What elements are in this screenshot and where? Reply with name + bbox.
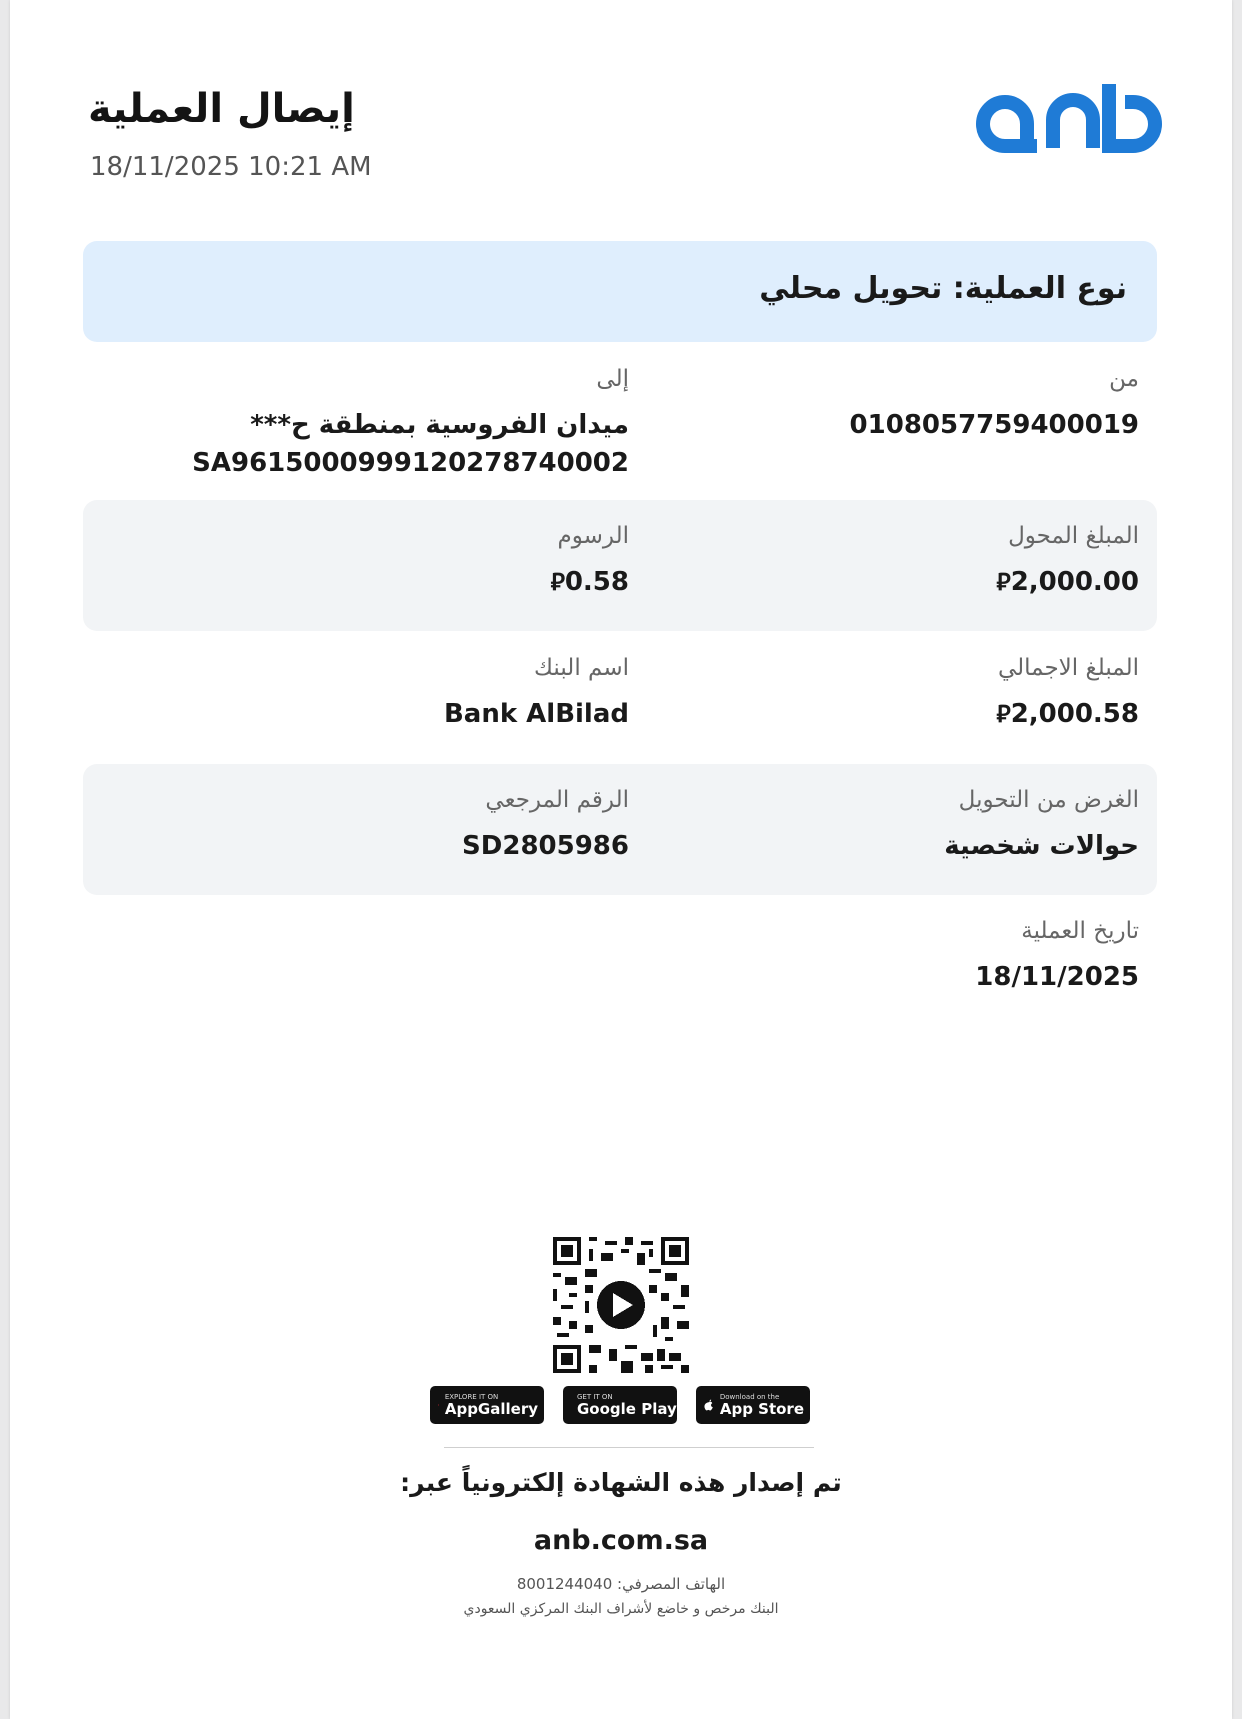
bank-value: Bank AlBilad — [443, 699, 629, 729]
anb-logo — [965, 70, 1165, 170]
purpose-value: حوالات شخصية — [944, 831, 1139, 861]
reference-label: الرقم المرجعي — [485, 787, 629, 813]
purpose-label: الغرض من التحويل — [958, 787, 1139, 813]
receipt-datetime: 18/11/2025 10:21 AM — [90, 152, 372, 182]
reference-field — [462, 787, 629, 865]
qr-code — [553, 1237, 689, 1373]
total-field — [988, 655, 1139, 733]
saudi-riyal-symbol-icon: ⃁ — [996, 568, 1011, 596]
fees-value: 0.58 — [564, 567, 629, 597]
to-name: ميدان الفروسية بمنطقة ح*** — [250, 410, 629, 440]
app-store-badge[interactable]: Download on the App Store — [696, 1386, 810, 1424]
total-label: المبلغ الاجمالي — [997, 655, 1139, 681]
google-play-badge[interactable]: GET IT ON Google Play — [563, 1386, 677, 1424]
apple-icon — [704, 1394, 714, 1416]
issued-electronically-text: تم إصدار هذه الشهادة إلكترونياً عبر: — [400, 1468, 842, 1497]
date-field — [975, 918, 1139, 996]
appgallery-badge[interactable]: EXPLORE IT ON AppGallery — [430, 1386, 544, 1424]
to-iban: SA9615000999120278740002 — [192, 448, 629, 478]
page-title: إيصال العملية — [88, 86, 355, 132]
fees-label: الرسوم — [557, 523, 629, 549]
license-note: البنك مرخص و خاضع لأشراف البنك المركزي السعودي — [463, 1601, 779, 1617]
website-link[interactable]: anb.com.sa — [533, 1525, 709, 1556]
transaction-type: نوع العملية: تحويل محلي — [759, 271, 1127, 306]
bank-field — [444, 655, 629, 733]
fees-field — [543, 523, 629, 601]
from-label: من — [1109, 366, 1139, 392]
date-value: 18/11/2025 — [975, 962, 1139, 992]
footer-divider — [444, 1447, 814, 1448]
from-field — [850, 366, 1139, 444]
saudi-riyal-symbol-icon: ⃁ — [996, 700, 1011, 728]
transaction-type-box — [83, 241, 1157, 342]
saudi-riyal-symbol-icon: ⃁ — [550, 568, 565, 596]
amount-label: المبلغ المحول — [1008, 523, 1139, 549]
total-value: 2,000.58 — [1010, 699, 1139, 729]
date-label: تاريخ العملية — [1021, 918, 1139, 944]
receipt-page — [10, 0, 1232, 1719]
from-account: 0108057759400019 — [849, 410, 1139, 440]
huawei-appgallery-icon — [438, 1394, 439, 1416]
to-label: إلى — [596, 366, 629, 392]
phone-banking: الهاتف المصرفي: 8001244040 — [516, 1575, 726, 1593]
purpose-field — [944, 787, 1139, 865]
reference-value: SD2805986 — [462, 831, 629, 861]
bank-label: اسم البنك — [534, 655, 629, 681]
to-field — [192, 366, 629, 482]
store-badges — [430, 1386, 812, 1426]
amount-field — [988, 523, 1139, 601]
amount-value: 2,000.00 — [1010, 567, 1139, 597]
